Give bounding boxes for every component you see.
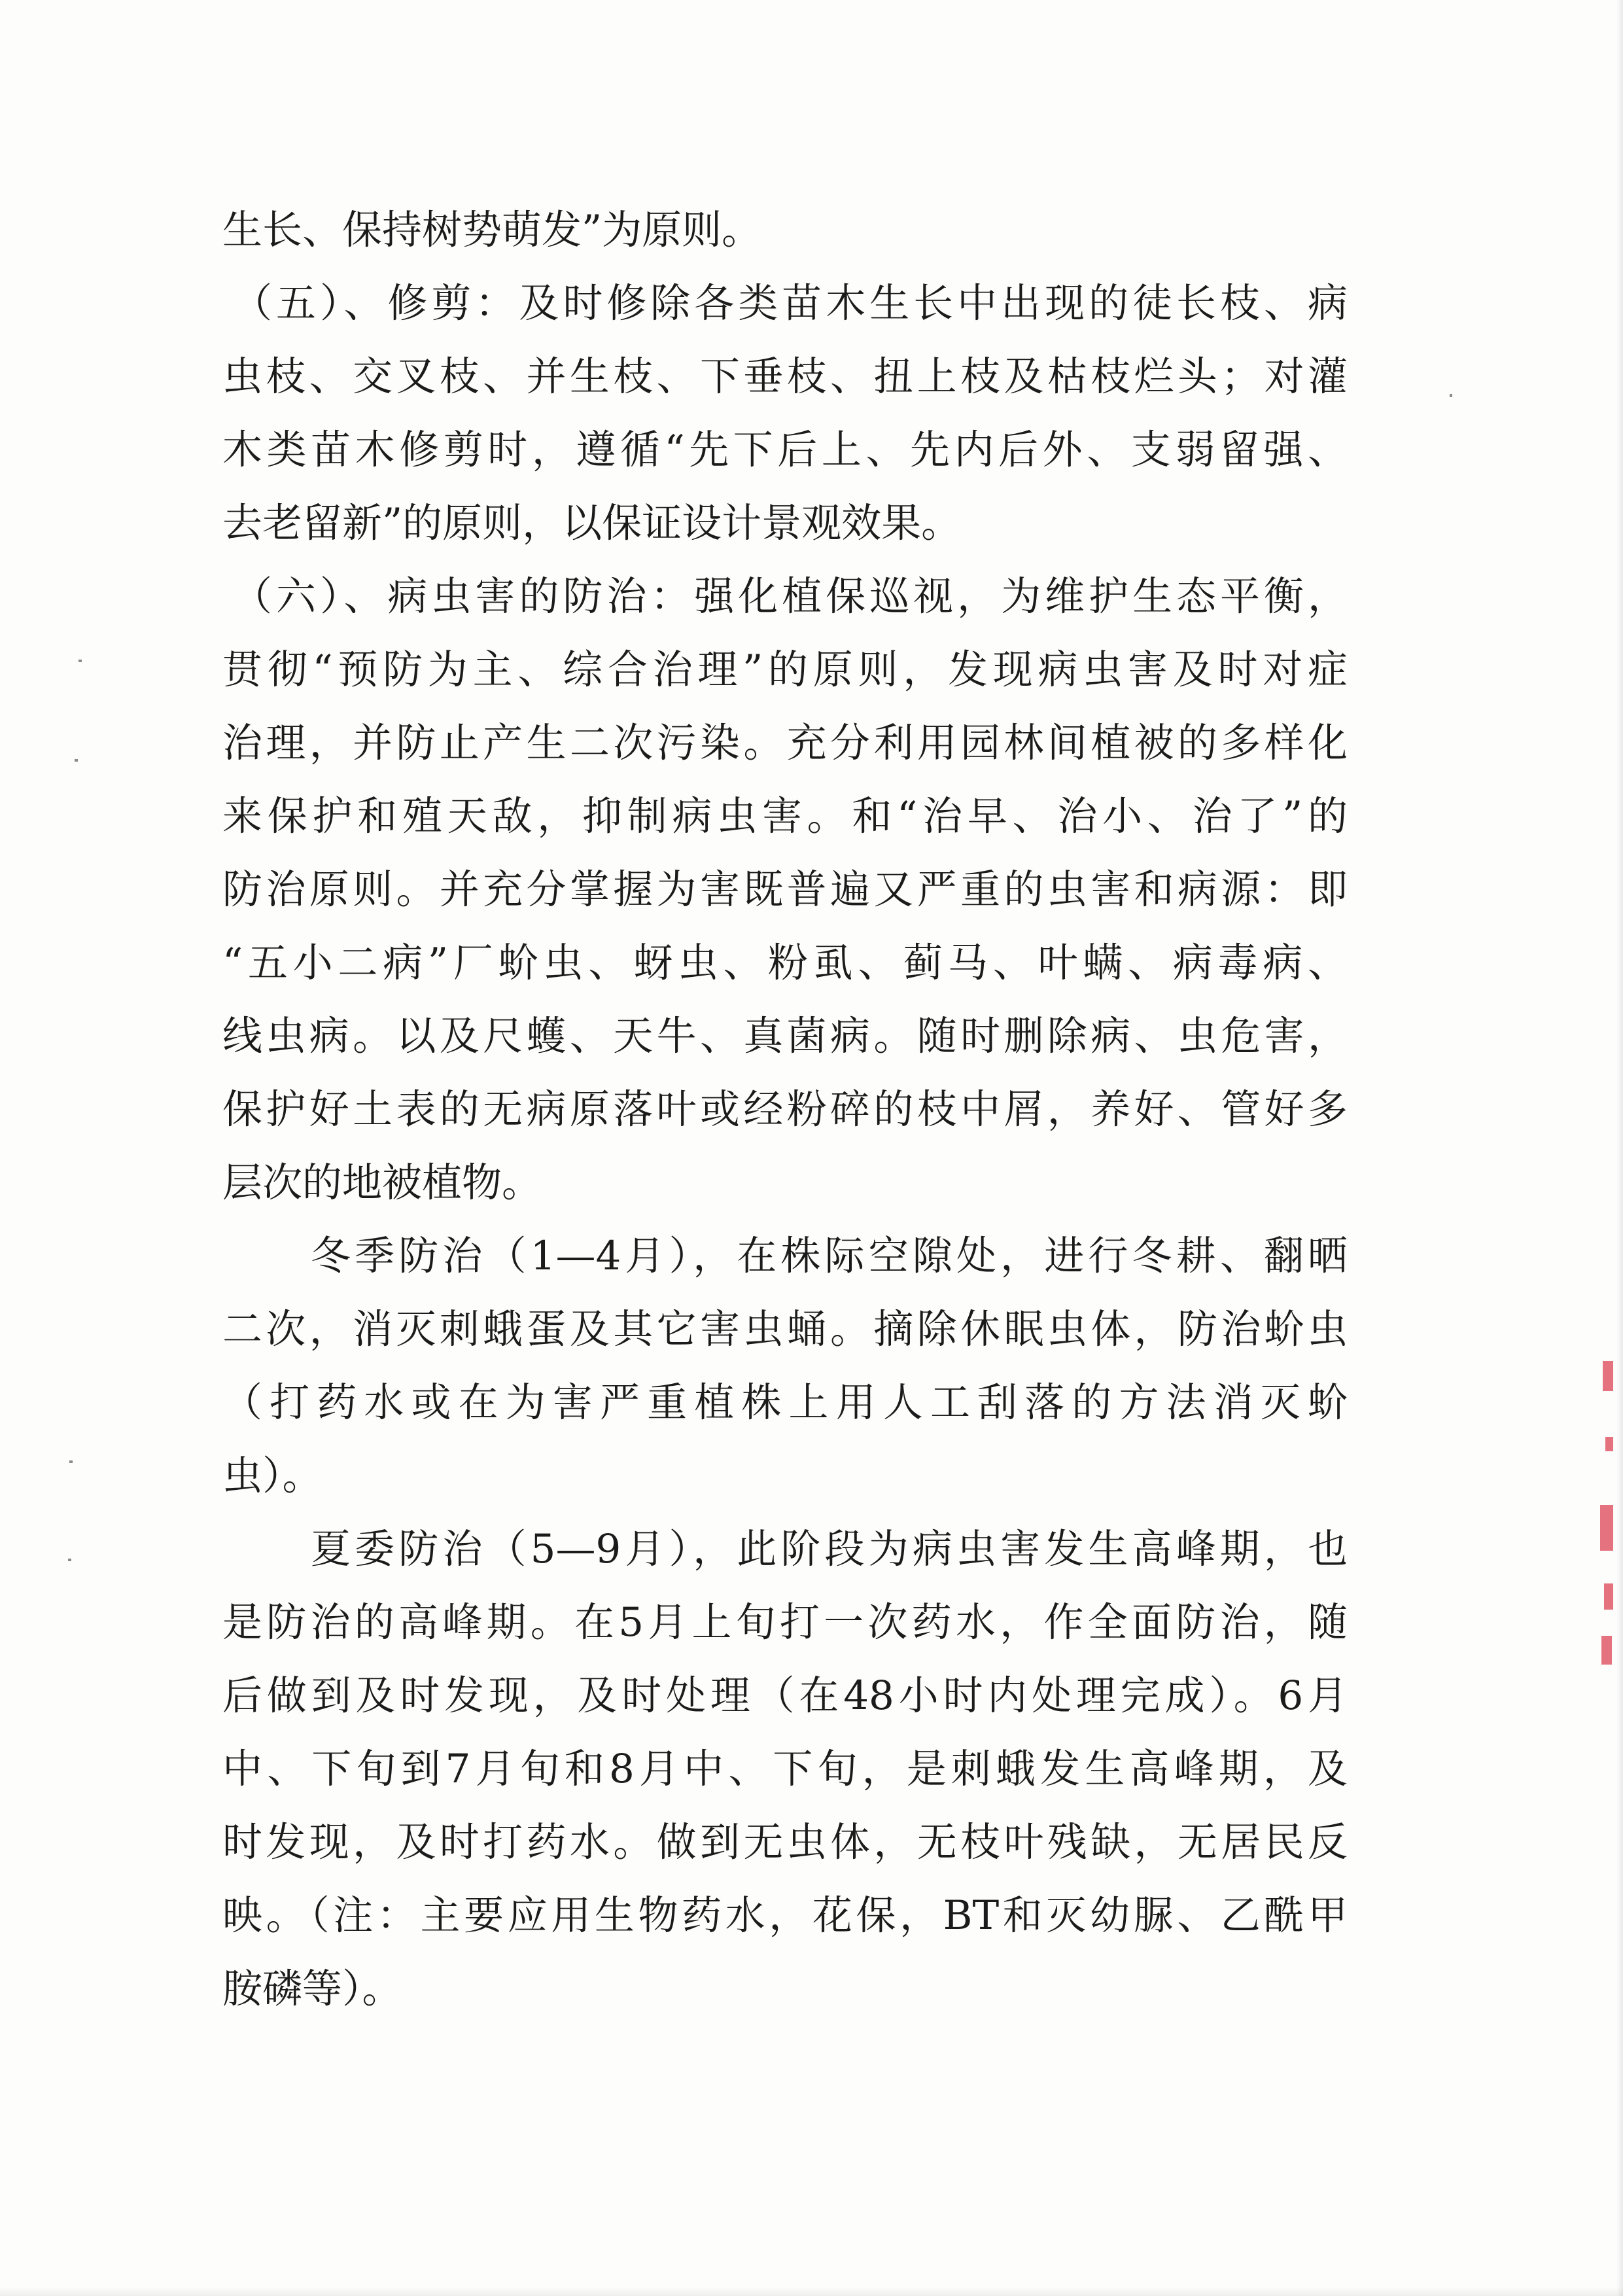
- text-line: 木类苗木修剪时，遵循“先下后上、先内后外、支弱留强、: [222, 427, 1348, 473]
- section-heading-pruning: （五）、修剪：及时修除各类苗木生长中出现的徒长枝、病: [232, 280, 1348, 327]
- text-line: （打药水或在为害严重植株上用人工刮落的方法消灭蚧: [222, 1379, 1348, 1426]
- text-line: 是防治的高峰期。在5月上旬打一次药水，作全面防治，随: [222, 1599, 1348, 1646]
- seal-edge: [1605, 1437, 1613, 1451]
- text-line: 胺磷等）。: [222, 1966, 402, 2012]
- paragraph-winter-control: 冬季防治（1—4月），在株际空隙处，进行冬耕、翻晒: [311, 1233, 1348, 1279]
- text-line: 来保护和殖天敌，抑制病虫害。和“治早、治小、治了”的: [222, 793, 1348, 839]
- text-line: 中、下旬到7月旬和8月中、下旬，是刺蛾发生高峰期，及: [222, 1746, 1348, 1792]
- seal-edge: [1604, 1583, 1613, 1610]
- seal-edge: [1601, 1636, 1612, 1665]
- text-line: 贯彻“预防为主、综合治理”的原则，发现病虫害及时对症: [222, 646, 1348, 693]
- scan-speck: [1450, 394, 1452, 397]
- text-line: 虫枝、交叉枝、并生枝、下垂枝、扭上枝及枯枝烂头；对灌: [222, 353, 1348, 400]
- paragraph-summer-control: 夏委防治（5—9月），此阶段为病虫害发生高峰期，也: [311, 1526, 1348, 1572]
- text-line: 映。（注：主要应用生物药水，花保，BT和灭幼脲、乙酰甲: [222, 1892, 1348, 1939]
- scan-bottom-shadow: [0, 2287, 1623, 2296]
- scan-speck: [69, 1460, 73, 1463]
- seal-edge: [1600, 1505, 1613, 1551]
- text-line: 虫）。: [222, 1453, 323, 1499]
- text-line: 二次，消灭刺蛾蛋及其它害虫蛹。摘除休眠虫体，防治蚧虫: [222, 1306, 1348, 1352]
- section-heading-pest-control: （六）、病虫害的防治：强化植保巡视，为维护生态平衡，: [232, 573, 1348, 620]
- text-line: 保护好土表的无病原落叶或经粉碎的枝中屑，养好、管好多: [222, 1086, 1348, 1133]
- scan-edge-shadow: [1616, 0, 1623, 2296]
- text-line: 治理，并防止产生二次污染。充分利用园林间植被的多样化: [222, 720, 1348, 766]
- text-line: 生长、保持树势萌发”为原则。: [222, 207, 762, 253]
- scan-speck: [79, 660, 82, 662]
- text-line: 去老留新”的原则，以保证设计景观效果。: [222, 500, 962, 546]
- text-line: 防治原则。并充分掌握为害既普遍又严重的虫害和病源：即: [222, 866, 1348, 913]
- scan-speck: [75, 759, 78, 762]
- text-line: “五小二病”厂蚧虫、蚜虫、粉虱、蓟马、叶螨、病毒病、: [222, 940, 1348, 986]
- seal-edge: [1603, 1361, 1613, 1391]
- text-line: 线虫病。以及尺蠖、天牛、真菌病。随时删除病、虫危害，: [222, 1013, 1348, 1059]
- scan-speck: [68, 1559, 71, 1561]
- text-line: 后做到及时发现，及时处理（在48小时内处理完成）。6月: [222, 1672, 1348, 1719]
- text-line: 时发现，及时打药水。做到无虫体，无枝叶残缺，无居民反: [222, 1819, 1348, 1865]
- text-line: 层次的地被植物。: [222, 1159, 542, 1206]
